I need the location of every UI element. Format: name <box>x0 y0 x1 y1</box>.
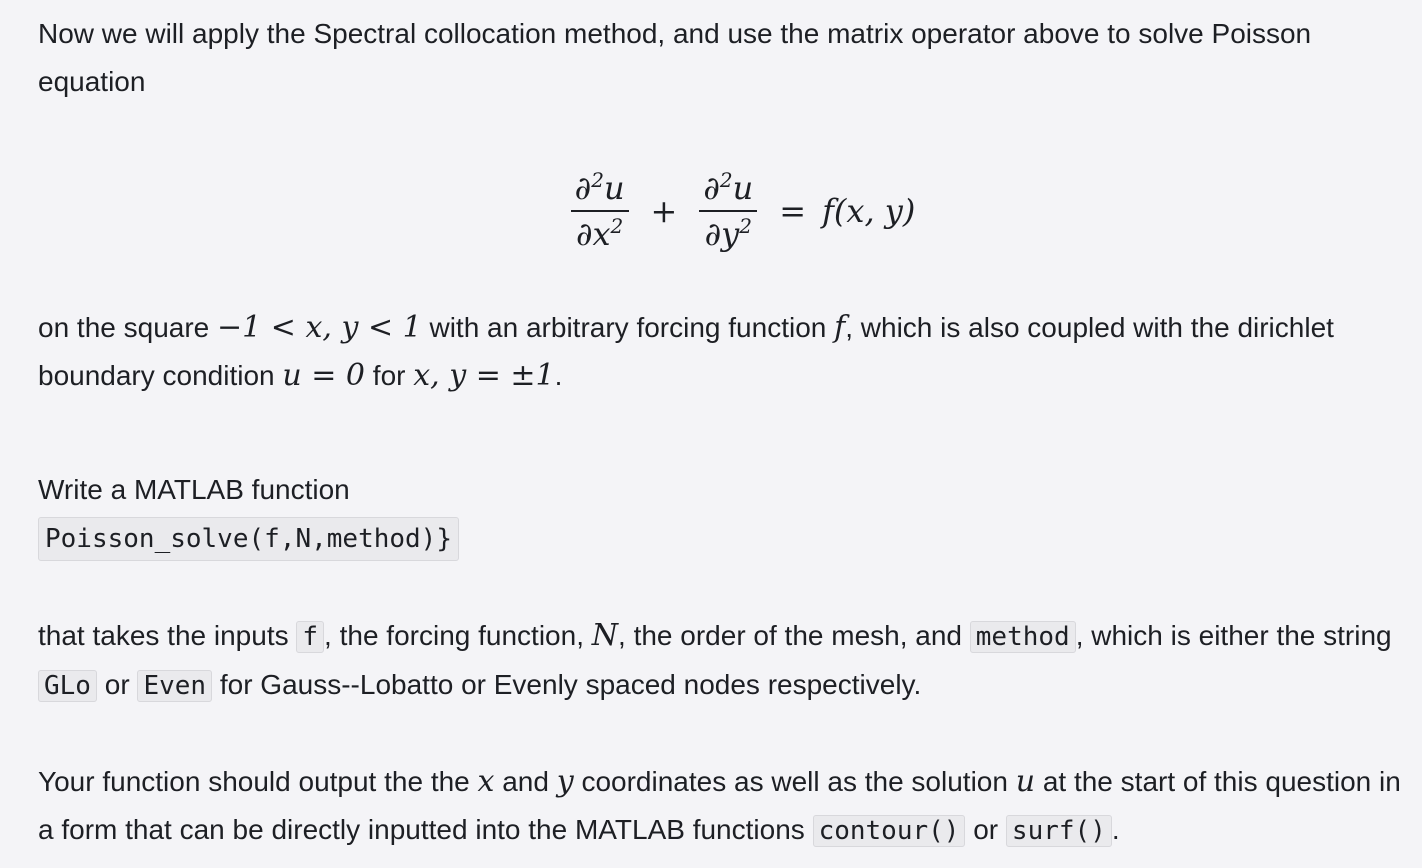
intro-paragraph: Now we will apply the Spectral collocation method, and use the matrix operator above to solve Poisson equation <box>38 18 1312 97</box>
boundary-location: x, y = ±1 <box>413 358 555 393</box>
function-signature: Poisson_solve(f,N,method)} <box>38 517 459 561</box>
d2u-dx2-fraction <box>571 166 629 256</box>
text-run: or <box>965 814 1006 845</box>
text-run: for Gauss--Lobatto or Evenly spaced nodes respectively. <box>212 669 922 700</box>
inputs-paragraph <box>38 612 1402 710</box>
text-run: on the square <box>38 312 218 343</box>
forcing-function-rhs: f(x, y) <box>822 192 916 230</box>
fraction-denominator: $\partial y^2$ <box>704 214 752 253</box>
inline-code-method: method <box>970 621 1076 653</box>
inline-code-surf: surf() <box>1006 815 1112 847</box>
text-run: for <box>365 360 414 391</box>
inline-code-even: Even <box>137 670 212 702</box>
text-run: , the order of the mesh, and <box>618 620 970 651</box>
domain-paragraph <box>38 304 1402 400</box>
fraction-numerator: ∂$^2$u <box>571 166 629 212</box>
fraction-numerator: ∂$^2$u <box>699 166 757 212</box>
text-run: Your function should output the the <box>38 766 478 797</box>
equals-sign: = <box>779 192 807 230</box>
inline-code-f: f <box>296 621 324 653</box>
poisson-equation <box>38 156 1402 266</box>
plus-sign: + <box>650 192 678 230</box>
text-run: with an arbitrary forcing function <box>421 312 835 343</box>
u-symbol: u <box>1015 764 1036 799</box>
y-symbol: y <box>556 764 574 799</box>
text-run: , which is either the string <box>1075 620 1392 651</box>
text-run: . <box>554 360 563 391</box>
text-run: and <box>494 766 557 797</box>
text-run: , the forcing function, <box>324 620 592 651</box>
text-run: or <box>96 669 138 700</box>
d2u-dy2-fraction <box>699 166 757 256</box>
boundary-condition: u = 0 <box>282 358 366 393</box>
write-function-label: Write a MATLAB function <box>38 474 350 505</box>
inline-code-glo: GLo <box>38 670 97 702</box>
mesh-order-symbol: N <box>591 618 619 653</box>
domain-inequality: −1 < x, y < 1 <box>217 310 422 345</box>
text-run: at the start of this question in a form that can be directly inputted into the MATLAB functions <box>38 766 1401 845</box>
output-paragraph <box>38 758 1402 855</box>
text-run: , which is also coupled with the dirichlet boundary condition <box>38 312 1334 391</box>
x-symbol: x <box>477 764 495 799</box>
text-run: that takes the inputs <box>38 620 297 651</box>
text-run: . <box>1111 814 1120 845</box>
inline-code-contour: contour() <box>813 815 966 847</box>
fraction-denominator: $\partial x^2$ <box>575 214 624 253</box>
text-run: coordinates as well as the solution <box>573 766 1016 797</box>
forcing-symbol: f <box>834 310 846 345</box>
